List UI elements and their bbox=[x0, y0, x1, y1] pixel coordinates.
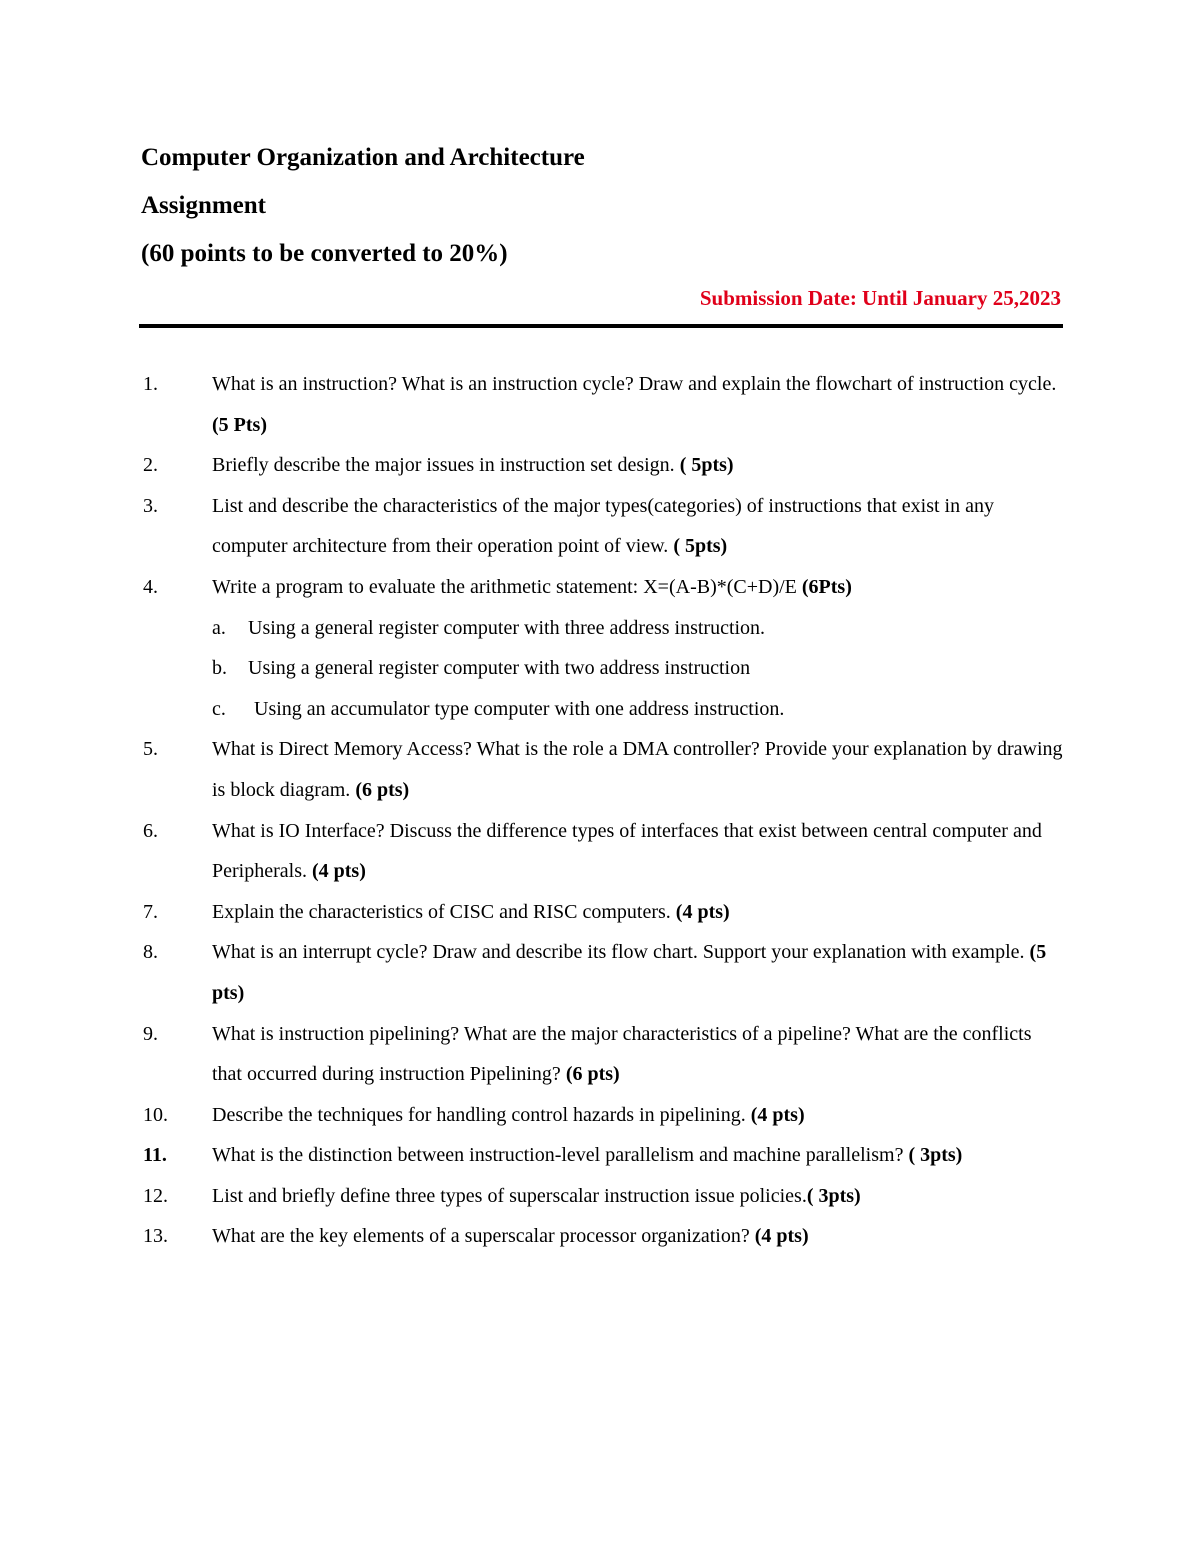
question-number: 9. bbox=[143, 1022, 158, 1045]
question-text: What is an instruction? What is an instruction cycle? Draw and explain the flowchart of instruction cycle. (5 Pts) bbox=[212, 373, 1057, 436]
question-item bbox=[0, 445, 1200, 486]
question-number: 12. bbox=[143, 1184, 168, 1207]
question-item bbox=[0, 486, 1200, 567]
question-points: ( 3pts) bbox=[908, 1144, 963, 1167]
sub-item-text: Using a general register computer with two address instruction bbox=[248, 657, 751, 680]
question-item bbox=[0, 1135, 1200, 1176]
question-number: 6. bbox=[143, 819, 158, 842]
question-points: (5 pts) bbox=[212, 941, 1047, 1004]
question-item bbox=[0, 1216, 1200, 1257]
sub-item-letter: a. bbox=[212, 616, 226, 639]
question-points: (4 pts) bbox=[750, 1103, 805, 1126]
sub-item-letter: c. bbox=[212, 697, 226, 720]
question-text: What is IO Interface? Discuss the difference types of interfaces that exist between central computer and Peripherals. (4 pts) bbox=[212, 819, 1042, 883]
document-subtitle: Assignment bbox=[141, 192, 267, 219]
question-number: 5. bbox=[143, 738, 158, 761]
question-text: What is instruction pipelining? What are the major characteristics of a pipeline? What are the conflicts that occurred during instruction Pipelining? (6 pts) bbox=[212, 1022, 1032, 1086]
question-number: 1. bbox=[143, 373, 158, 395]
question-number: 8. bbox=[143, 941, 158, 964]
question-item bbox=[0, 932, 1200, 1013]
question-points: ( 5pts) bbox=[679, 454, 734, 477]
question-points: (4 pts) bbox=[754, 1225, 809, 1248]
question-points: ( 5pts) bbox=[673, 535, 728, 558]
question-item bbox=[0, 1176, 1200, 1217]
question-text: Describe the techniques for handling control hazards in pipelining. (4 pts) bbox=[212, 1103, 805, 1126]
question-text: What is Direct Memory Access? What is the role a DMA controller? Provide your explanation by drawing is block diagram. (6 pts) bbox=[212, 738, 1063, 801]
sub-item bbox=[0, 648, 1200, 689]
sub-item bbox=[0, 689, 1200, 730]
question-text: Write a program to evaluate the arithmetic statement: X=(A-B)*(C+D)/E (6Pts) bbox=[212, 575, 852, 598]
document-title: Computer Organization and Architecture bbox=[141, 144, 585, 171]
question-item bbox=[0, 567, 1200, 608]
question-number: 4. bbox=[143, 575, 158, 598]
question-text: What are the key elements of a superscalar processor organization? (4 pts) bbox=[212, 1225, 809, 1248]
question-text: List and describe the characteristics of the major types(categories) of instructions that exist in any computer architecture from their operation point of view. ( 5pts) bbox=[212, 494, 994, 558]
question-text: Briefly describe the major issues in instruction set design. ( 5pts) bbox=[212, 454, 734, 477]
sub-item-text: Using an accumulator type computer with one address instruction. bbox=[254, 697, 785, 720]
question-points: ( 3pts) bbox=[806, 1184, 861, 1207]
question-item bbox=[0, 892, 1200, 933]
question-number: 2. bbox=[143, 454, 158, 477]
question-points: (5 Pts) bbox=[212, 413, 267, 436]
question-text: Explain the characteristics of CISC and RISC computers. (4 pts) bbox=[212, 900, 730, 923]
question-points: (4 pts) bbox=[675, 900, 730, 923]
question-number: 3. bbox=[143, 494, 158, 517]
question-item bbox=[0, 1014, 1200, 1095]
question-item bbox=[0, 729, 1200, 810]
question-points: (6Pts) bbox=[801, 575, 852, 598]
question-text: List and briefly define three types of superscalar instruction issue policies.( 3pts) bbox=[212, 1184, 861, 1207]
question-item bbox=[0, 811, 1200, 892]
question-points: (6 pts) bbox=[355, 778, 410, 801]
question-number: 10. bbox=[143, 1103, 168, 1126]
question-points: (4 pts) bbox=[311, 860, 366, 883]
header-divider bbox=[139, 324, 1063, 328]
sub-item-text: Using a general register computer with three address instruction. bbox=[248, 616, 766, 639]
question-number: 7. bbox=[143, 900, 158, 923]
sub-item-letter: b. bbox=[212, 657, 227, 680]
question-list bbox=[0, 364, 1200, 1257]
sub-item bbox=[0, 608, 1200, 649]
question-number: 13. bbox=[143, 1225, 168, 1248]
question-text: What is the distinction between instruction-level parallelism and machine parallelism? ( 3pts) bbox=[212, 1144, 963, 1167]
question-points: (6 pts) bbox=[565, 1063, 620, 1086]
question-item bbox=[0, 1095, 1200, 1136]
submission-date: Submission Date: Until January 25,2023 bbox=[699, 286, 1061, 310]
question-text: What is an interrupt cycle? Draw and describe its flow chart. Support your explanation with example. (5 pts) bbox=[212, 941, 1047, 1004]
points-note: (60 points to be converted to 20%) bbox=[141, 240, 508, 267]
question-number: 11. bbox=[143, 1144, 167, 1167]
question-item bbox=[0, 364, 1200, 445]
